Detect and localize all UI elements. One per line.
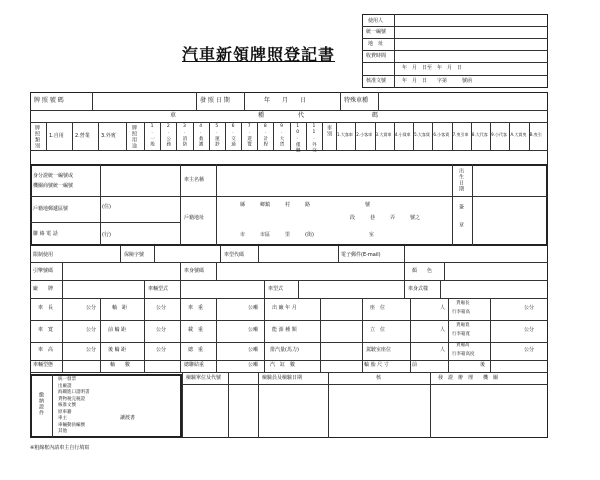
cargo-width-unit: 公分 [524,327,535,333]
household-address-label: 戶籍地址 [184,215,205,221]
email-label: 電子郵件(E-mail) [341,252,381,258]
special-vehicle-label: 特殊車種 [344,97,369,104]
usage-type-4: 4.救護 [198,124,204,147]
model-code-label: 車型代碼 [224,252,245,258]
weight-label: 車 重 [188,305,204,311]
document-item-7: 車主 [58,416,67,421]
plate-class-opt-3: 3.外賓 [101,133,116,139]
tire-rear-label: 後 [480,362,486,368]
weight-unit: 公噸 [248,305,259,311]
axle-label: 軸 數 [110,362,131,368]
plate-class-opt-1: 1.自用 [49,133,64,139]
document-item-3: 海關進口證明書 [58,390,90,395]
vehicle-type-1: 1.大客車 [337,132,353,137]
birth-date-label: 出生日期 [458,168,464,192]
cargo-length-label-2: 行李箱高 [452,310,470,315]
vehicle-kind-header-2: 種 [258,112,265,119]
document-item-4: 貨物稅完稅證 [58,396,85,402]
vehicle-type-10: A.大貨曳 [510,132,527,137]
office-phone-label: (行) [102,232,111,238]
approve-format: 年 月 日 字第 號函 [402,78,473,84]
wheelbase-label: 軸 距 [112,305,128,311]
code-header-2: 碼 [372,112,379,119]
usage-type-3: 3.消防 [181,124,187,147]
cargo-width-label-2: 行李箱寬 [452,332,470,337]
usage-type-2: 2.公務 [165,124,171,147]
home-phone-label: (住) [102,204,111,210]
tow-weight-label: 總聯結重 [184,362,205,368]
id-number-label-2: 機關商號統一編號 [33,183,74,189]
usage-type-6: 6.交通 [230,124,236,147]
cargo-height-label-2: 行李箱高度 [452,352,475,357]
approval-label: 核 [376,375,382,381]
inspector-label: 檢驗員及檢驗日期 [262,375,303,381]
vehicle-type-form-label: 車輛型態 [33,362,54,368]
tire-front-label: 前 [412,362,418,368]
user-label: 使用人 [368,18,384,24]
vehicle-type-6: 6.小客貨 [433,132,450,137]
vehicle-type-label: 車別 [326,125,332,137]
tow-weight-unit: 公噸 [248,362,259,368]
uid-label: 統一編號 [366,29,387,35]
height-label: 車 高 [38,347,54,353]
displacement-label: 排汽量(馬力) [270,347,299,353]
charge-date-format: 年 月 日至 年 月 日 [402,65,463,71]
tire-size-label: 輪 胎 尺 寸 [364,362,389,368]
mfg-date-label: 出 廠 年 月 [272,305,297,311]
length-unit: 公分 [86,305,97,311]
address-label: 地 址 [368,41,384,47]
document-item-2: 出廠證 [58,383,72,389]
body-number-label: 車身號碼 [184,268,205,274]
front-wheel-label: 前 輪 距 [108,327,127,333]
driver-seat-label: 駕駛室座位 [366,347,392,353]
address-line-1: 縣 鄉鎮 村 路 號 [240,202,371,208]
vehicle-type-5: 5.大客貨 [414,132,430,137]
vehicle-type-9: 9.小代客 [491,132,507,137]
id-number-label: 身分證統一編號或 [33,173,74,179]
vehicle-type-4: 4.小貨車 [394,132,411,137]
usage-type-5: 5.運鈔 [214,124,220,147]
document-item-9: 其他 [58,429,67,434]
vehicle-type-2: 2.小客車 [356,132,373,137]
seat-unit: 人 [440,305,446,311]
engine-number-label: 引擎號碼 [33,268,54,274]
contact-phone-label: 聯 絡 電 話 [33,231,58,237]
document-item-8: 車輛動員編號 [58,422,85,428]
vehicle-type-11: B.曳引 [529,132,542,137]
wheelbase-unit: 公分 [156,305,167,311]
plate-usage-label: 牌照用途 [131,125,137,149]
address-line-2: 段 巷 弄 號之 [350,215,421,221]
body-style-label: 車身式樣 [408,286,429,292]
load-label: 載 重 [188,327,204,333]
height-unit: 公分 [86,347,97,353]
width-unit: 公分 [86,327,97,333]
cargo-height-label: 貨廂高 [456,343,470,348]
approve-label: 核准文號 [366,78,387,84]
documents-label: 繳納證件 [38,392,44,416]
vehicle-model-label: 車輛型式 [148,286,169,292]
usage-type-9: 9.大貨 [279,124,285,147]
vehicle-type-7: 7.曳引車 [452,132,469,137]
cargo-width-label: 貨廂寬 [456,323,470,328]
issuing-office-label: 發 證 辦 理 機 關 [438,375,499,381]
address-line-3: 市 市區 里 (街) 室 [240,232,374,238]
cargo-height-unit: 公分 [524,347,535,353]
consent-letter-label: 讓渡書 [120,415,136,421]
issue-date-label: 發 照 日 期 [200,97,230,104]
cargo-length-unit: 公分 [524,305,535,311]
insurance-label: 保險字號 [124,252,145,258]
owner-name-label: 車主名稱 [184,177,205,183]
usage-type-10: 10.僅駛 [295,124,301,153]
signature-label: 簽 章 [458,204,464,228]
code-header: 代 [298,112,305,119]
energy-label: 能 源 種 類 [272,327,297,333]
brand-label: 廠 牌 [33,286,54,292]
footer-note: ※粗線框內請車主自行填寫 [30,445,90,451]
total-weight-label: 總 重 [188,347,204,353]
front-wheel-unit: 公分 [156,327,167,333]
length-label: 車 長 [38,305,54,311]
cylinder-label: 汽 缸 數 [270,362,296,368]
rear-wheel-label: 後 輪 距 [108,347,127,353]
vehicle-type-3: 3.大貨車 [375,132,392,137]
total-weight-unit: 公噸 [248,347,259,353]
form-title: 汽車新領牌照登記書 [182,45,336,64]
issue-date-format: 年 月 日 [264,97,307,104]
rear-wheel-unit: 公分 [156,347,167,353]
plate-number-label: 牌 照 號 碼 [34,97,64,104]
usage-type-1: 1.一般 [149,124,155,147]
driver-seat-unit: 人 [440,347,446,353]
color-label: 顏 色 [412,268,433,274]
seat-label: 座 位 [370,305,386,311]
plate-class-opt-2: 2.營業 [75,133,90,139]
zip-code-label: 戶籍地郵遞區號 [33,206,69,212]
load-unit: 公噸 [248,327,259,333]
width-label: 車 寬 [38,327,54,333]
plate-class-label: 牌照類別 [34,125,40,149]
document-item-6: 原車籍 [58,409,72,415]
document-item-5: 核准文號 [58,403,76,408]
inspection-unit-label: 檢驗單位及代號 [186,375,222,381]
usage-type-11: 11.外交 [311,124,317,153]
charge-date-label: 收費時間 [366,53,387,59]
vehicle-kind-header: 車 [170,112,177,119]
vehicle-type-8: 8.大代客 [471,132,488,137]
usage-type-7: 7.遊覽 [246,124,252,147]
limit-use-label: 限制使用 [33,252,54,258]
cargo-length-label: 貨廂長 [456,301,470,306]
document-item-1: 統一發票 [58,377,76,382]
usage-type-8: 8.計程 [262,124,268,147]
standing-unit: 人 [440,327,446,333]
standing-label: 立 位 [370,327,386,333]
shape-label: 車型式 [268,286,284,292]
